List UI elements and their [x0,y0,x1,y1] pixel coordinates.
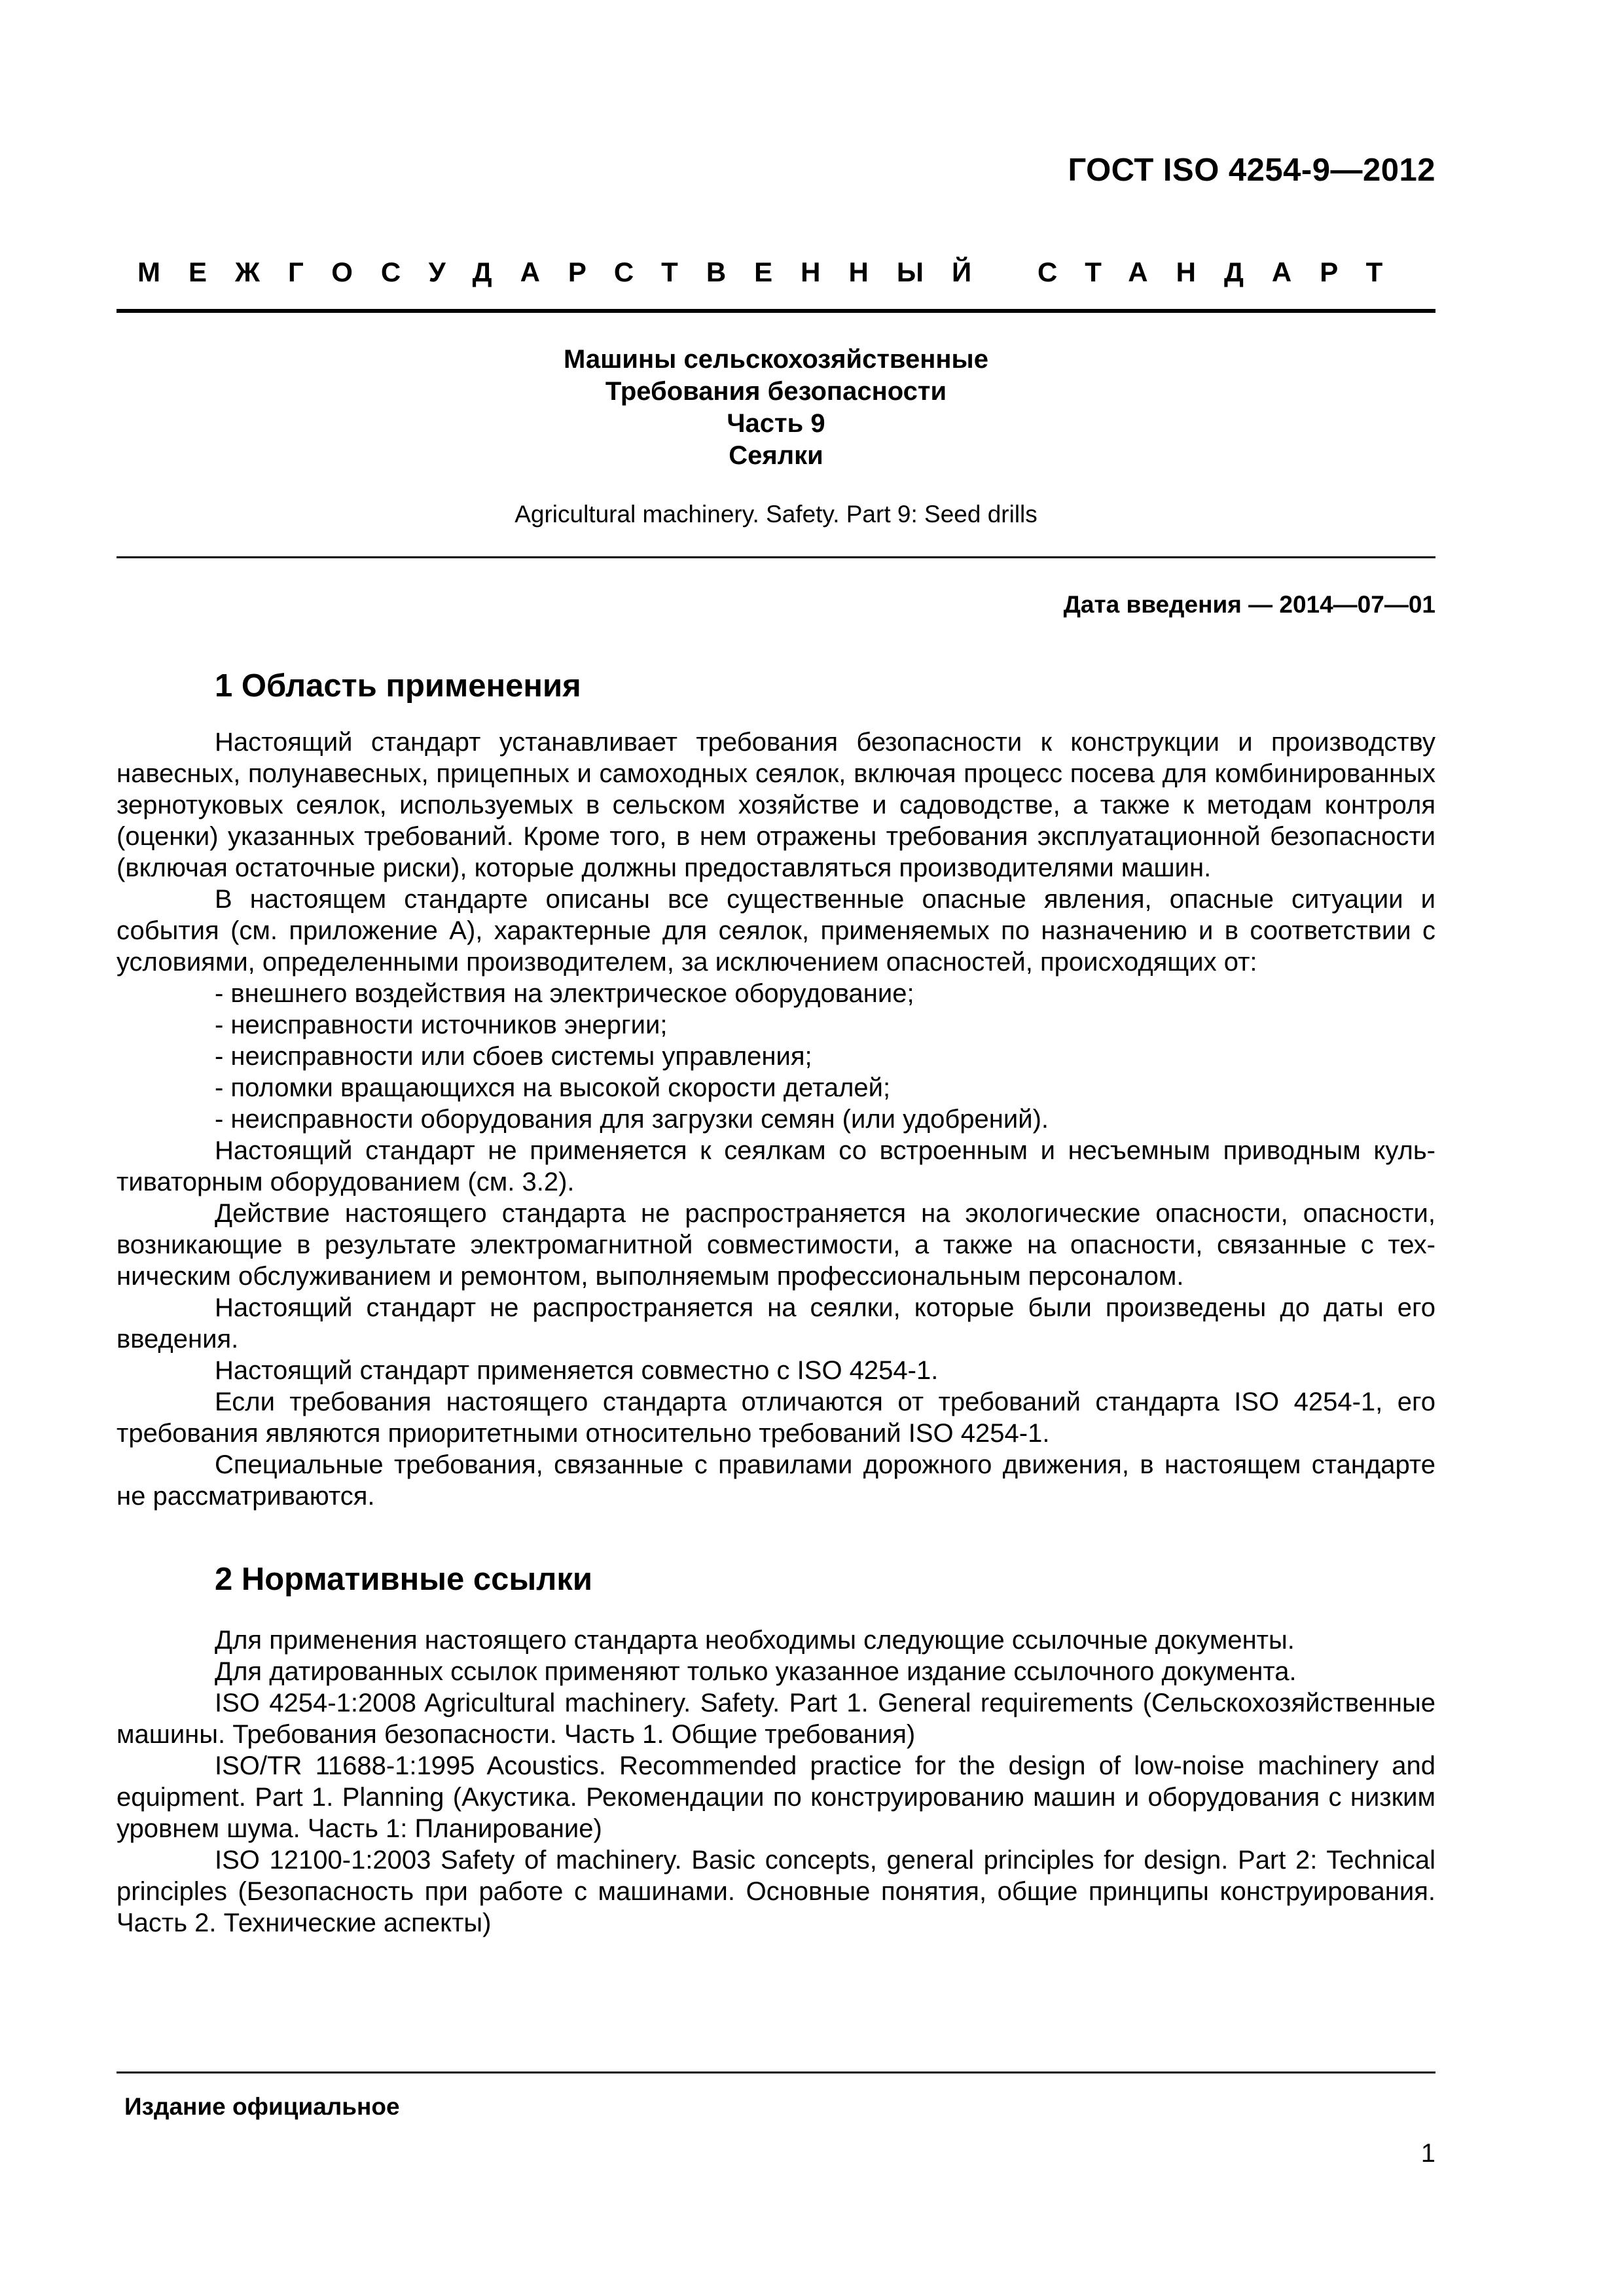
title-line-3: Часть 9 [727,409,825,438]
english-title: Agricultural machinery. Safety. Part 9: Seed drills [514,501,1038,528]
title-line-2: Требования безопасности [605,377,947,406]
footer-rule [117,2072,1435,2073]
section-2-body [117,1624,1435,1939]
list-item: - неисправности или сбоев системы управления; [215,1042,812,1071]
banner-word-interstate: МЕЖГОСУДАРСТВЕННЫЙ [137,257,1000,287]
list-item: - неисправности оборудования для загрузки семян (или удобрений). [215,1105,1049,1134]
title-rule [117,556,1435,558]
reference-entry: ISO 4254-1:2008 Agricultural machinery. Safety. Part 1. General requirements (Сельскохозяйственные машины. Требования безопасности. Часть 1. Общие требования) [117,1689,1435,1749]
paragraph: Действие настоящего стандарта не распространяется на экологические опасности, опасности, возникающие в результате электромагнитной совместимости, а также на опасности, связанные с техническим обслуживанием и ремонтом, выполняемым профессиональным персоналом. [117,1199,1435,1291]
page-number: 1 [1420,2139,1435,2168]
section-2-heading: 2 Нормативные ссылки [215,1562,592,1597]
top-rule [117,309,1435,313]
document-code: ГОСТ ISO 4254-9—2012 [1068,152,1435,188]
title-line-4: Сеялки [729,441,823,470]
section-1-heading: 1 Область применения [215,668,581,704]
section-1-body [117,726,1435,1512]
title-block [117,344,1435,472]
list-item: - неисправности источников энергии; [215,1011,668,1039]
paragraph: В настоящем стандарте описаны все существенные опасные явления, опасные ситуации и события (см. приложение А), характерные для сеялок, применяемых по назначению и в соответствии с условиями, определенными производителем, за исключением опасностей, происходящих от: [117,885,1435,977]
official-edition-label: Издание официальное [124,2093,400,2120]
list-item: - поломки вращающихся на высокой скорости деталей; [215,1073,891,1102]
paragraph: Настоящий стандарт не распространяется на сеялки, которые были произведены до даты его введения. [117,1293,1435,1354]
banner-word-standard: СТАНДАРТ [1038,257,1411,287]
introduction-date: Дата введения — 2014—07—01 [1063,591,1435,618]
paragraph: Настоящий стандарт не применяется к сеялкам со встроенным и несъемным приводным культиваторным оборудованием (см. 3.2). [117,1136,1435,1196]
paragraph: Если требования настоящего стандарта отличаются от требований стандарта ISO 4254-1, его требования являются приоритетными относительно требований ISO 4254-1. [117,1388,1435,1448]
paragraph: Настоящий стандарт применяется совместно с ISO 4254-1. [215,1356,939,1385]
title-line-1: Машины сельскохозяйственные [564,345,988,374]
paragraph: Для датированных ссылок применяют только указанное издание ссылочного документа. [215,1657,1297,1686]
paragraph: Специальные требования, связанные с правилами дорожного движения, в настоящем стандарте не рассматриваются. [117,1450,1435,1511]
reference-entry: ISO/TR 11688-1:1995 Acoustics. Recommended practice for the design of low-noise machinery and equipment. Part 1. Planning (Акустика. Рекомендации по конструированию машин и оборудования с низким уровнем шума. Часть 1: Планирование) [117,1751,1435,1843]
paragraph: Настоящий стандарт устанавливает требования безопасности к конструкции и производству навесных, полунавесных, прицепных и самоходных сеялок, включая процесс посева для комбинированных зернотуковых сеялок, используемых в сельском хозяйстве и садоводстве, а также к методам контроля (оценки) указанных требований. Кроме того, в нем отражены требования эксплуатационной безопасности (включая остаточные риски), которые должны предоставляться производителями машин. [117,728,1435,882]
reference-entry: ISO 12100-1:2003 Safety of machinery. Basic concepts, general principles for design. Part 2: Technical principles (Безопасность при работе с машинами. Основные понятия, общие принципы конструирования. Часть 2. Технические аспекты) [117,1846,1435,1937]
paragraph: Для применения настоящего стандарта необходимы следующие ссылочные документы. [215,1626,1295,1655]
list-item: - внешнего воздействия на электрическое оборудование; [215,979,914,1008]
